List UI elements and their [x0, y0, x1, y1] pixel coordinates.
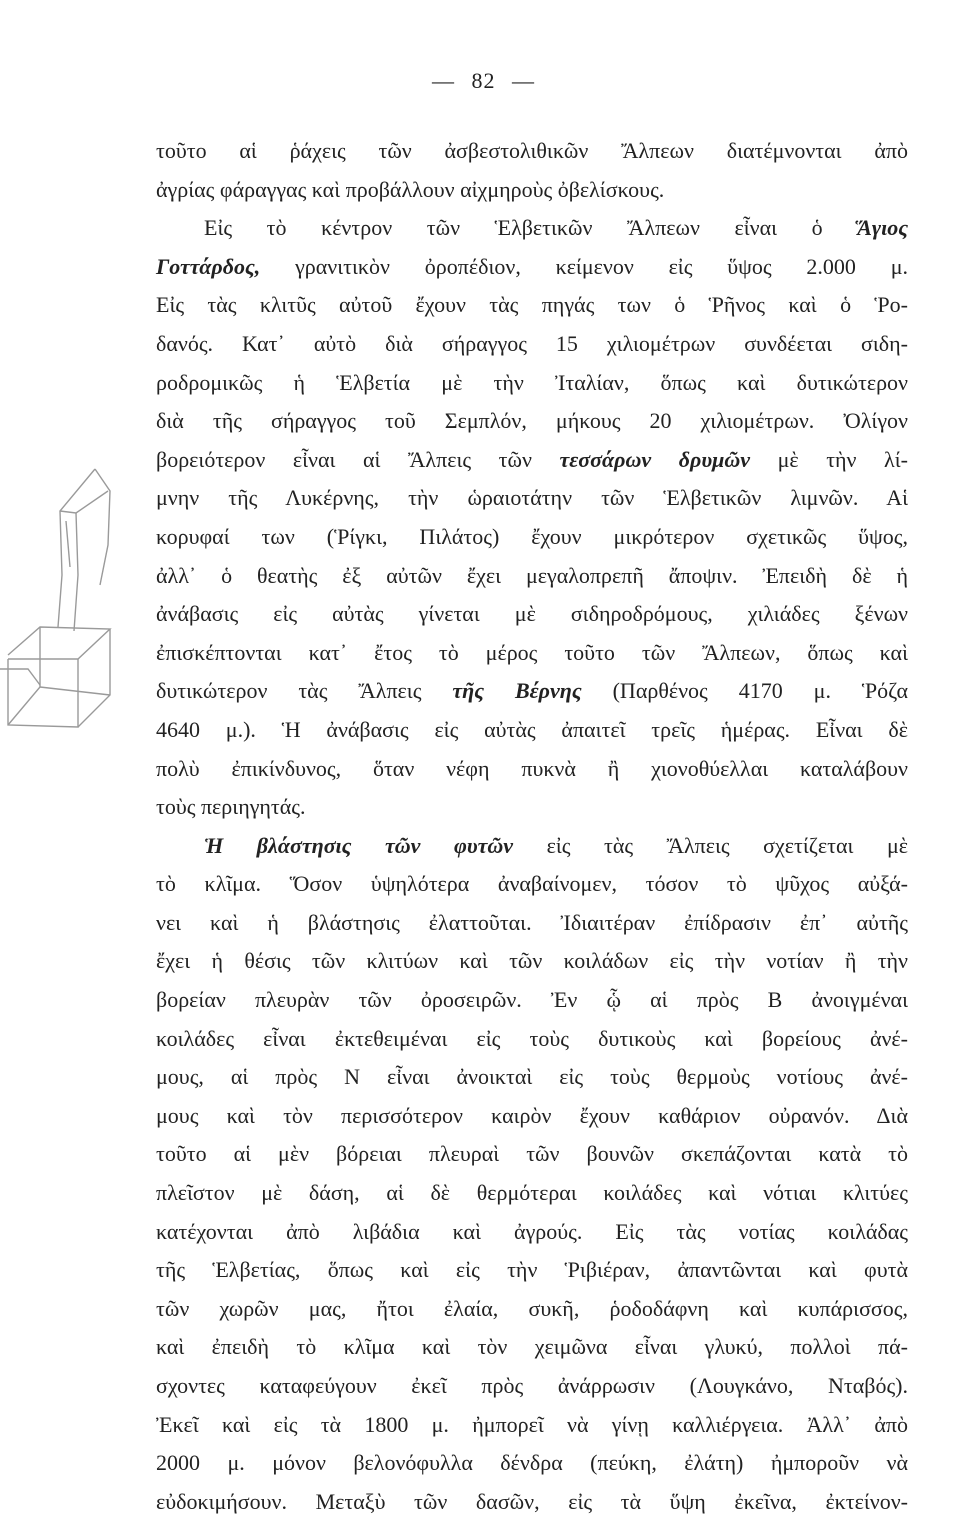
- text-line: εὐδοκιμήσουν. Μεταξὺ τῶν δασῶν, εἰς τὰ ὕψη ἐκεῖνα, ἐκτείνον-: [156, 1488, 908, 1514]
- text-line: Ἡ βλάστησις τῶν φυτῶν εἰς τὰς Ἄλπεις σχετίζεται μὲ: [204, 832, 908, 858]
- text-line: καὶ ἐπειδὴ τὸ κλῖμα καὶ τὸν χειμῶνα εἶναι γλυκύ, πολλοὶ πά-: [156, 1334, 908, 1360]
- text-line: κορυφαί των (Ῥίγκι, Πιλάτος) ἔχουν μικρότερον σχετικῶς ὕψος,: [156, 523, 908, 549]
- text-line: μνην τῆς Λυκέρνης, τὴν ὡραιοτάτην τῶν Ἑλβετικῶν λιμνῶν. Αἱ: [156, 485, 908, 511]
- text-line: τῶν χωρῶν μας, ἤτοι ἐλαία, συκῆ, ῥοδοδάφνη καὶ κυπάρισσος,: [156, 1295, 908, 1321]
- text-line: Εἰς τὰς κλιτῦς αὐτοῦ ἔχουν τὰς πηγάς των ὁ Ῥῆνος καὶ ὁ Ῥο-: [156, 292, 908, 318]
- text-line: βορειότερον εἶναι αἱ Ἄλπεις τῶν τεσσάρων δρυμῶν μὲ τὴν λί-: [156, 446, 908, 472]
- dash-left: —: [432, 68, 455, 93]
- text-line: διὰ τῆς σήραγγος τοῦ Σεμπλόν, μήκους 20 χιλιομέτρων. Ὀλίγον: [156, 408, 908, 434]
- text-line: Ἐκεῖ καὶ εἰς τὰ 1800 μ. ἠμπορεῖ νὰ γίνῃ καλλιέργεια. Ἀλλ᾽ ἀπὸ: [156, 1411, 908, 1437]
- text-line: δυτικώτερον τὰς Ἄλπεις τῆς Βέρνης (Παρθένος 4170 μ. Ῥόζα: [156, 678, 908, 704]
- text-line: ἐπισκέπτονται κατ᾽ ἔτος τὸ μέρος τοῦτο τῶν Ἄλπεων, ὅπως καὶ: [156, 639, 908, 665]
- text-line: τοὺς περιηγητάς.: [156, 794, 306, 820]
- page-number-value: 82: [471, 68, 496, 93]
- body-text: [156, 132, 908, 1521]
- text-line: τοῦτο αἱ μὲν βόρειαι πλευραὶ τῶν βουνῶν σκεπάζονται κατὰ τὸ: [156, 1141, 908, 1167]
- text-line: νει καὶ ἡ βλάστησις ἐλαττοῦται. Ἰδιαιτέραν ἐπίδρασιν ἐπ᾽ αὐτῆς: [156, 909, 908, 935]
- text-line: σχοντες καταφεύγουν ἐκεῖ πρὸς ἀνάρρωσιν (Λουγκάνο, Νταβός).: [156, 1373, 908, 1398]
- pencil-sketch: [0, 455, 130, 745]
- page-number: [0, 68, 967, 94]
- text-line: πλεῖστον μὲ δάση, αἱ δὲ θερμότεραι κοιλάδες καὶ νότιαι κλιτύες: [156, 1180, 908, 1206]
- text-line: μους καὶ τὸν περισσότερον καιρὸν ἔχουν καθάριον οὐρανόν. Διὰ: [156, 1102, 908, 1128]
- text-line: ἀγρίας φάραγγας καὶ προβάλλουν αἰχμηροὺς ὀβελίσκους.: [156, 176, 665, 202]
- text-line: κατέχονται ἀπὸ λιβάδια καὶ ἀγρούς. Εἰς τὰς νοτίας κοιλάδας: [156, 1218, 908, 1244]
- text-line: Γοττάρδος, γρανιτικὸν ὀροπέδιον, κείμενον εἰς ὕψος 2.000 μ.: [156, 253, 908, 279]
- text-line: βορείαν πλευρὰν τῶν ὀροσειρῶν. Ἐν ᾧ αἱ πρὸς Β ἀνοιγμέναι: [156, 987, 908, 1013]
- text-line: πολὺ ἐπικίνδυνος, ὅταν νέφη πυκνὰ ἢ χιονοθύελλαι καταλάβουν: [156, 755, 908, 781]
- text-line: τὸ κλῖμα. Ὅσον ὑψηλότερα ἀναβαίνομεν, τόσον τὸ ψῦχος αὐξά-: [156, 871, 908, 897]
- text-line: ἀλλ᾽ ὁ θεατὴς ἐξ αὐτῶν ἔχει μεγαλοπρεπῆ ἄποψιν. Ἐπειδὴ δὲ ἡ: [156, 562, 908, 588]
- text-line: 4640 μ.). Ἡ ἀνάβασις εἰς αὐτὰς ἀπαιτεῖ τρεῖς ἡμέρας. Εἶναι δὲ: [156, 716, 908, 742]
- text-line: τῆς Ἑλβετίας, ὅπως καὶ εἰς τὴν Ῥιβιέραν, ἀπαντῶνται καὶ φυτὰ: [156, 1257, 908, 1283]
- dash-right: —: [512, 68, 535, 93]
- text-line: μους, αἱ πρὸς Ν εἶναι ἀνοικταὶ εἰς τοὺς θερμοὺς νοτίους ἀνέ-: [156, 1064, 908, 1090]
- text-line: ἀνάβασις εἰς αὐτὰς γίνεται μὲ σιδηροδρόμους, χιλιάδες ξένων: [156, 601, 908, 627]
- text-line: 2000 μ. μόνον βελονόφυλλα δένδρα (πεύκη, ἐλάτη) ἠμπορoῦν νὰ: [156, 1450, 908, 1476]
- text-line: τοῦτο αἱ ῥάχεις τῶν ἀσβεστολιθικῶν Ἄλπεων διατέμνονται ἀπὸ: [156, 138, 908, 163]
- text-line: ἔχει ἡ θέσις τῶν κλιτύων καὶ τῶν κοιλάδων εἰς τὴν νοτίαν ἢ τὴν: [156, 948, 908, 974]
- pencil-sketch-drawing: [0, 455, 130, 745]
- text-line: κοιλάδες εἶναι ἐκτεθειμέναι εἰς τοὺς δυτικοὺς καὶ βορείους ἀνέ-: [156, 1025, 908, 1051]
- text-line: δανός. Κατ᾽ αὐτὸ διὰ σήραγγος 15 χιλιομέτρων συνδέεται σιδη-: [156, 330, 908, 356]
- text-line: ροδρομικῶς ἡ Ἑλβετία μὲ τὴν Ἰταλίαν, ὅπως καὶ δυτικώτερον: [156, 369, 908, 395]
- text-line: Εἰς τὸ κέντρον τῶν Ἑλβετικῶν Ἄλπεων εἶναι ὁ Ἅγιος: [204, 215, 908, 241]
